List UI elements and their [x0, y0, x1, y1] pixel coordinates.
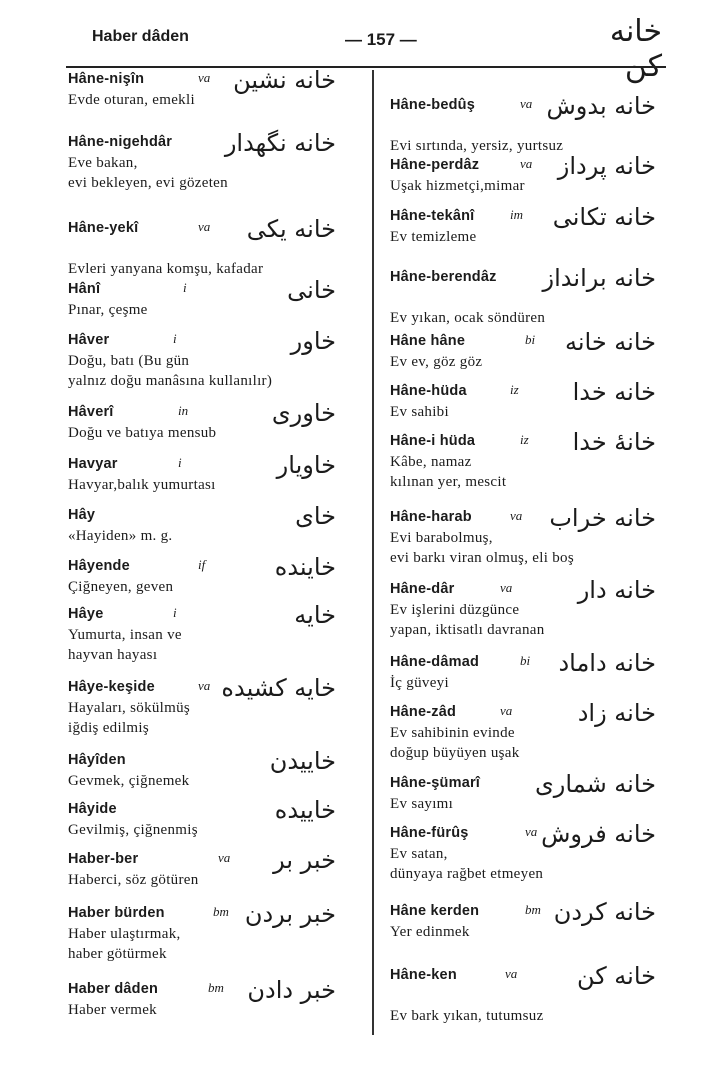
grammar-abbreviation: i: [173, 605, 177, 620]
definition-line: Ev işlerini düzgünce: [390, 602, 520, 618]
definition-line: evi bekleyen, evi gözeten: [68, 175, 228, 191]
entry-headline: [68, 403, 216, 423]
dictionary-entry: [390, 268, 545, 328]
headword: Hâne-i hüda: [390, 433, 476, 449]
definition-line: Gevilmiş, çiğnenmiş: [68, 822, 198, 838]
dictionary-entry: [68, 800, 198, 840]
definition-line: Doğu, batı (Bu gün: [68, 353, 190, 369]
headword: Hâye: [68, 606, 104, 622]
headword: Haber-ber: [68, 851, 139, 867]
headword: Hânî: [68, 281, 101, 297]
definition-line: Yer edinmek: [390, 924, 470, 940]
definition-line: [68, 239, 263, 259]
grammar-abbreviation: if: [198, 557, 206, 572]
headword: Hâne-bedûş: [390, 97, 475, 113]
headword: Hâne-nişîn: [68, 71, 145, 87]
grammar-abbreviation: va: [218, 850, 231, 865]
definition-line: [390, 288, 545, 308]
dictionary-entry: [68, 331, 272, 391]
grammar-abbreviation: va: [500, 703, 513, 718]
headword: Hâne-hüda: [390, 383, 467, 399]
dictionary-entry: [390, 703, 520, 763]
grammar-abbreviation: va: [500, 580, 513, 595]
definition-line: Ev yıkan, ocak söndüren: [390, 310, 546, 326]
grammar-abbreviation: va: [198, 678, 211, 693]
entry-headline: [68, 850, 231, 870]
entry-headline: [390, 703, 520, 723]
entry-headline: [68, 904, 229, 924]
dictionary-entry: [390, 774, 480, 814]
entry-headline: [68, 800, 198, 820]
headword: Hâne-fürûş: [390, 825, 469, 841]
definition-line: Ev bark yıkan, tutumsuz: [390, 1008, 544, 1024]
dictionary-entry: [68, 219, 263, 279]
headword: Hâye-keşide: [68, 679, 155, 695]
entry-headline: [68, 280, 187, 300]
dictionary-entry: [390, 96, 563, 156]
definition-line: Haber vermek: [68, 1002, 157, 1018]
entry-headline: [68, 980, 224, 1000]
entry-headline: [68, 506, 172, 526]
headword: Hâyende: [68, 558, 130, 574]
arabic-script-word: خبر دادن: [247, 976, 336, 1004]
arabic-script-word: خانه دار: [577, 576, 656, 604]
arabic-script-word: خانه خراب: [549, 504, 656, 532]
arabic-script-word: خانه كن: [576, 962, 656, 990]
arabic-script-word: خانه شمارى: [535, 770, 656, 798]
grammar-abbreviation: iz: [520, 432, 529, 447]
dictionary-entry: [390, 382, 519, 422]
arabic-script-word: خانى: [287, 276, 336, 304]
definition-line: Ev sahibinin evinde: [390, 725, 515, 741]
definition-line: doğup büyüyen uşak: [390, 745, 520, 761]
definition-line: iğdiş edilmiş: [68, 720, 149, 736]
definition-line: Evleri yanyana komşu, kafadar: [68, 261, 264, 277]
definition-line: Doğu ve batıya mensub: [68, 425, 217, 441]
headword: Hâyîden: [68, 752, 126, 768]
definition-line: kılınan yer, mescit: [390, 474, 507, 490]
entry-headline: [390, 156, 533, 176]
headword: Hâne-tekânî: [390, 208, 475, 224]
arabic-script-word: خايه: [294, 601, 336, 629]
headword: Hâne-berendâz: [390, 269, 497, 285]
arabic-script-word: خاينده: [274, 553, 336, 581]
definition-line: Eve bakan,: [68, 155, 138, 171]
grammar-abbreviation: va: [525, 824, 538, 839]
definition-line: Ev temizleme: [390, 229, 477, 245]
definition-line: Haber ulaştırmak,: [68, 926, 181, 942]
arabic-script-word: خانه داماد: [558, 649, 656, 677]
dictionary-entry: [68, 70, 211, 110]
entry-headline: [390, 966, 544, 986]
grammar-abbreviation: bm: [213, 904, 229, 919]
grammar-abbreviation: bi: [520, 653, 531, 668]
definition-line: Gevmek, çiğnemek: [68, 773, 190, 789]
headword: Hâne-ken: [390, 967, 457, 983]
definition-line: Pınar, çeşme: [68, 302, 148, 318]
grammar-abbreviation: im: [510, 207, 523, 222]
entry-headline: [390, 96, 563, 116]
arabic-script-word: خايه كشيده: [221, 674, 336, 702]
running-head-left: Haber dâden: [92, 28, 189, 45]
grammar-abbreviation: va: [505, 966, 518, 981]
dictionary-entry: [68, 403, 216, 443]
dictionary-entry: [68, 133, 228, 193]
headword: Haber bürden: [68, 905, 165, 921]
definition-line: hayvan hayası: [68, 647, 158, 663]
headword: Hâne-dâr: [390, 581, 455, 597]
headword: Haber dâden: [68, 981, 159, 997]
headword: Hâver: [68, 332, 110, 348]
grammar-abbreviation: bm: [208, 980, 224, 995]
entry-headline: [390, 902, 541, 922]
headword: Hâne hâne: [390, 333, 466, 349]
entry-headline: [68, 605, 182, 625]
dictionary-entry: [390, 653, 531, 693]
arabic-script-word: خانه كردن: [553, 898, 656, 926]
dictionary-entry: [68, 605, 182, 665]
entry-headline: [68, 751, 189, 771]
entry-headline: [390, 268, 545, 288]
grammar-abbreviation: in: [178, 403, 189, 418]
entry-headline: [390, 332, 536, 352]
grammar-abbreviation: va: [520, 96, 533, 111]
dictionary-entry: [68, 557, 206, 597]
headword: Hâne kerden: [390, 903, 480, 919]
definition-line: Evi sırtında, yersiz, yurtsuz: [390, 138, 564, 154]
definition-line: dünyaya rağbet etmeyen: [390, 866, 544, 882]
entry-headline: [390, 653, 531, 673]
dictionary-entry: [68, 980, 224, 1020]
dictionary-entry: [390, 207, 523, 247]
entry-headline: [390, 207, 523, 227]
definition-line: Ev sahibi: [390, 404, 449, 420]
entry-headline: [390, 824, 543, 844]
definition-line: yapan, iktisatlı davranan: [390, 622, 545, 638]
entry-headline: [390, 508, 574, 528]
running-head-arabic: خانه كن: [609, 14, 662, 84]
arabic-script-word: خبر بر: [273, 846, 336, 874]
headword: Hâyide: [68, 801, 117, 817]
dictionary-entry: [68, 904, 229, 964]
arabic-script-word: خانه خانه: [564, 328, 656, 356]
dictionary-entry: [390, 508, 574, 568]
dictionary-entry: [390, 966, 544, 1026]
entry-headline: [68, 219, 263, 239]
arabic-script-word: خانه خدا: [572, 378, 656, 406]
dictionary-entry: [390, 332, 536, 372]
entry-headline: [68, 331, 272, 351]
dictionary-entry: [390, 156, 533, 196]
definition-line: Evi barabolmuş,: [390, 530, 493, 546]
dictionary-entry: [390, 432, 529, 492]
dictionary-entry: [68, 751, 189, 791]
grammar-abbreviation: bm: [525, 902, 541, 917]
definition-line: evi barkı viran olmuş, eli boş: [390, 550, 574, 566]
entry-headline: [68, 70, 211, 90]
definition-line: [390, 986, 544, 1006]
entry-headline: [390, 432, 529, 452]
headword: Hâne-şümarî: [390, 775, 481, 791]
arabic-script-word: خاييده: [274, 796, 336, 824]
dictionary-entry: [68, 280, 187, 320]
arabic-script-word: خاورى: [271, 399, 336, 427]
grammar-abbreviation: iz: [510, 382, 519, 397]
dictionary-entry: [68, 678, 211, 738]
entry-headline: [68, 678, 211, 698]
definition-line: Çiğneyen, geven: [68, 579, 174, 595]
dictionary-entry: [390, 824, 543, 884]
headword: Hâne-nigehdâr: [68, 134, 173, 150]
definition-line: haber götürmek: [68, 946, 167, 962]
entry-headline: [68, 557, 206, 577]
entry-headline: [390, 580, 545, 600]
grammar-abbreviation: va: [198, 219, 211, 234]
arabic-script-word: خانه تكانى: [552, 203, 656, 231]
definition-line: Yumurta, insan ve: [68, 627, 182, 643]
dictionary-entry: [390, 580, 545, 640]
arabic-script-word: خانه نشين: [233, 66, 336, 94]
headword: Hâne-harab: [390, 509, 472, 525]
grammar-abbreviation: bi: [525, 332, 536, 347]
arabic-script-word: خاييدن: [269, 747, 336, 775]
grammar-abbreviation: va: [520, 156, 533, 171]
grammar-abbreviation: i: [173, 331, 177, 346]
definition-line: Uşak hizmetçi,mimar: [390, 178, 525, 194]
headword: Hâverî: [68, 404, 114, 420]
headword: Hâne-yekî: [68, 220, 139, 236]
arabic-script-word: خبر بردن: [244, 900, 336, 928]
header-rule: [66, 66, 666, 68]
definition-line: İç güveyi: [390, 675, 449, 691]
dictionary-entry: [390, 902, 541, 942]
entry-headline: [68, 455, 216, 475]
grammar-abbreviation: va: [510, 508, 523, 523]
arabic-script-word: خانه پرداز: [557, 152, 656, 180]
arabic-script-word: خاى: [295, 502, 336, 530]
dictionary-entry: [68, 506, 172, 546]
entry-headline: [390, 382, 519, 402]
grammar-abbreviation: i: [178, 455, 182, 470]
definition-line: «Hayiden» m. g.: [68, 528, 173, 544]
definition-line: Ev sayımı: [390, 796, 454, 812]
arabic-script-word: خانه برانداز: [542, 264, 656, 292]
arabic-script-word: خاور: [290, 327, 336, 355]
definition-line: Ev ev, göz göz: [390, 354, 483, 370]
definition-line: [390, 116, 563, 136]
column-divider: [372, 70, 374, 1035]
headword: Hây: [68, 507, 96, 523]
definition-line: yalnız doğu manâsına kullanılır): [68, 373, 273, 389]
arabic-script-word: خانه زاد: [577, 699, 656, 727]
entry-headline: [68, 133, 228, 153]
definition-line: Hayaları, sökülmüş: [68, 700, 191, 716]
arabic-script-word: خانه يكى: [246, 215, 336, 243]
grammar-abbreviation: i: [183, 280, 187, 295]
arabic-script-word: خانه بدوش: [546, 92, 656, 120]
grammar-abbreviation: va: [198, 70, 211, 85]
arabic-script-word: خانه فروش: [541, 820, 656, 848]
page-number: — 157 —: [345, 30, 417, 49]
headword: Hâne-perdâz: [390, 157, 480, 173]
headword: Havyar: [68, 456, 118, 472]
arabic-script-word: خاويار: [276, 451, 336, 479]
headword: Hâne-zâd: [390, 704, 457, 720]
dictionary-entry: [68, 455, 216, 495]
definition-line: Kâbe, namaz: [390, 454, 472, 470]
arabic-script-word: خانه نگهدار: [224, 129, 336, 157]
definition-line: Haberci, söz götüren: [68, 872, 199, 888]
headword: Hâne-dâmad: [390, 654, 480, 670]
definition-line: Ev satan,: [390, 846, 448, 862]
entry-headline: [390, 774, 480, 794]
dictionary-entry: [68, 850, 231, 890]
arabic-script-word: خانهٔ خدا: [572, 428, 656, 456]
definition-line: Havyar,balık yumurtası: [68, 477, 216, 493]
definition-line: Evde oturan, emekli: [68, 92, 195, 108]
